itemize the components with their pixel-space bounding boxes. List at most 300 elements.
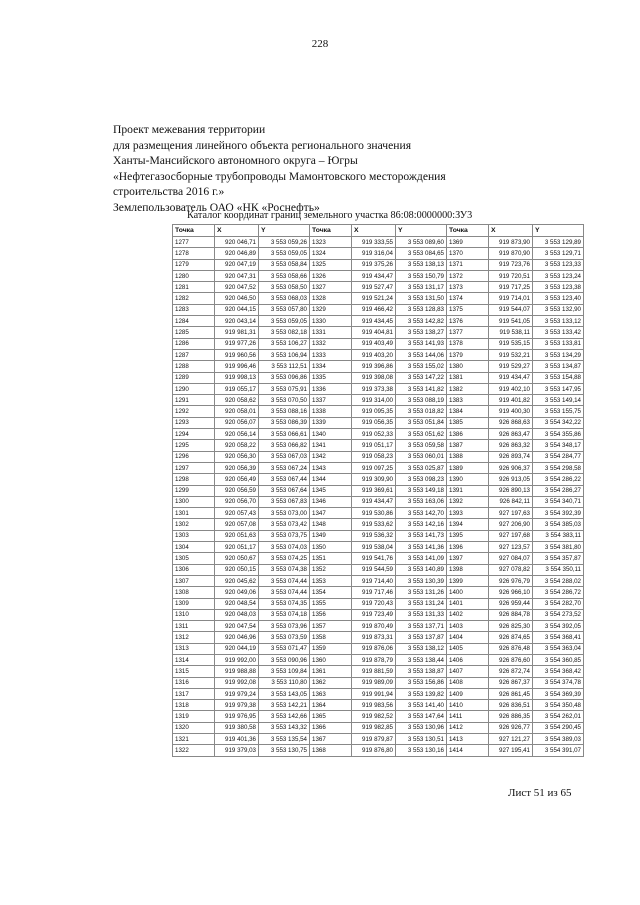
table-row bbox=[173, 587, 584, 598]
header-line: «Нефтегазосборные трубопроводы Мамонтовского месторождения bbox=[113, 169, 446, 183]
x-cell: 919 373,38 bbox=[352, 383, 396, 394]
table-row bbox=[173, 621, 584, 632]
x-cell: 926 966,10 bbox=[489, 587, 533, 598]
y-cell: 3 553 130,96 bbox=[396, 722, 447, 733]
table-row bbox=[173, 406, 584, 417]
x-cell: 926 863,47 bbox=[489, 429, 533, 440]
y-cell: 3 553 132,90 bbox=[533, 304, 584, 315]
y-cell: 3 553 074,38 bbox=[259, 564, 310, 575]
y-cell: 3 553 137,87 bbox=[396, 632, 447, 643]
point-cell: 1367 bbox=[310, 734, 352, 745]
col-header-y: Y bbox=[396, 225, 447, 237]
point-cell: 1292 bbox=[173, 406, 215, 417]
y-cell: 3 553 163,06 bbox=[396, 496, 447, 507]
y-cell: 3 553 133,81 bbox=[533, 338, 584, 349]
x-cell: 920 049,06 bbox=[215, 587, 259, 598]
col-header-point: Точка bbox=[310, 225, 352, 237]
point-cell: 1373 bbox=[447, 282, 489, 293]
point-cell: 1412 bbox=[447, 722, 489, 733]
y-cell: 3 553 134,87 bbox=[533, 361, 584, 372]
table-row bbox=[173, 519, 584, 530]
x-cell: 926 893,74 bbox=[489, 451, 533, 462]
x-cell: 919 316,04 bbox=[352, 248, 396, 259]
x-cell: 919 403,49 bbox=[352, 338, 396, 349]
table-row bbox=[173, 711, 584, 722]
x-cell: 920 046,89 bbox=[215, 248, 259, 259]
point-cell: 1402 bbox=[447, 609, 489, 620]
y-cell: 3 554 355,86 bbox=[533, 429, 584, 440]
y-cell: 3 553 058,84 bbox=[259, 259, 310, 270]
table-row bbox=[173, 440, 584, 451]
x-cell: 919 989,09 bbox=[352, 677, 396, 688]
x-cell: 919 876,06 bbox=[352, 643, 396, 654]
table-row bbox=[173, 485, 584, 496]
x-cell: 926 861,45 bbox=[489, 688, 533, 699]
table-row bbox=[173, 677, 584, 688]
point-cell: 1334 bbox=[310, 361, 352, 372]
y-cell: 3 553 137,71 bbox=[396, 621, 447, 632]
y-cell: 3 553 139,82 bbox=[396, 688, 447, 699]
x-cell: 919 369,61 bbox=[352, 485, 396, 496]
x-cell: 919 960,56 bbox=[215, 349, 259, 360]
point-cell: 1361 bbox=[310, 666, 352, 677]
table-row bbox=[173, 508, 584, 519]
x-cell: 919 723,76 bbox=[489, 259, 533, 270]
point-cell: 1285 bbox=[173, 327, 215, 338]
point-cell: 1310 bbox=[173, 609, 215, 620]
point-cell: 1341 bbox=[310, 440, 352, 451]
point-cell: 1390 bbox=[447, 474, 489, 485]
y-cell: 3 553 066,82 bbox=[259, 440, 310, 451]
table-row bbox=[173, 643, 584, 654]
col-header-y: Y bbox=[259, 225, 310, 237]
point-cell: 1357 bbox=[310, 621, 352, 632]
table-header-row bbox=[173, 225, 584, 237]
point-cell: 1278 bbox=[173, 248, 215, 259]
header-line: Проект межевания территории bbox=[113, 123, 266, 136]
x-cell: 919 873,90 bbox=[489, 237, 533, 248]
table-row bbox=[173, 259, 584, 270]
y-cell: 3 554 392,39 bbox=[533, 508, 584, 519]
table-row bbox=[173, 553, 584, 564]
col-header-point: Точка bbox=[173, 225, 215, 237]
point-cell: 1281 bbox=[173, 282, 215, 293]
point-cell: 1362 bbox=[310, 677, 352, 688]
x-cell: 920 044,15 bbox=[215, 304, 259, 315]
point-cell: 1340 bbox=[310, 429, 352, 440]
y-cell: 3 553 106,94 bbox=[259, 349, 310, 360]
y-cell: 3 554 282,70 bbox=[533, 598, 584, 609]
x-cell: 919 309,90 bbox=[352, 474, 396, 485]
y-cell: 3 553 123,24 bbox=[533, 270, 584, 281]
x-cell: 920 047,52 bbox=[215, 282, 259, 293]
x-cell: 919 402,10 bbox=[489, 383, 533, 394]
y-cell: 3 553 143,32 bbox=[259, 722, 310, 733]
table-row bbox=[173, 327, 584, 338]
y-cell: 3 553 089,60 bbox=[396, 237, 447, 248]
point-cell: 1303 bbox=[173, 530, 215, 541]
y-cell: 3 554 369,39 bbox=[533, 688, 584, 699]
y-cell: 3 553 074,44 bbox=[259, 575, 310, 586]
x-cell: 919 434,47 bbox=[352, 496, 396, 507]
y-cell: 3 553 066,61 bbox=[259, 429, 310, 440]
y-cell: 3 553 109,84 bbox=[259, 666, 310, 677]
y-cell: 3 554 348,17 bbox=[533, 440, 584, 451]
point-cell: 1377 bbox=[447, 327, 489, 338]
table-row bbox=[173, 395, 584, 406]
x-cell: 926 926,77 bbox=[489, 722, 533, 733]
x-cell: 919 398,08 bbox=[352, 372, 396, 383]
table-row bbox=[173, 462, 584, 473]
x-cell: 919 876,80 bbox=[352, 745, 396, 756]
y-cell: 3 553 135,54 bbox=[259, 734, 310, 745]
y-cell: 3 553 142,82 bbox=[396, 316, 447, 327]
x-cell: 919 401,82 bbox=[489, 395, 533, 406]
y-cell: 3 553 133,12 bbox=[533, 316, 584, 327]
y-cell: 3 553 129,71 bbox=[533, 248, 584, 259]
y-cell: 3 553 147,64 bbox=[396, 711, 447, 722]
point-cell: 1277 bbox=[173, 237, 215, 248]
point-cell: 1393 bbox=[447, 508, 489, 519]
x-cell: 919 881,59 bbox=[352, 666, 396, 677]
x-cell: 920 051,17 bbox=[215, 542, 259, 553]
y-cell: 3 554 340,71 bbox=[533, 496, 584, 507]
table-row bbox=[173, 338, 584, 349]
point-cell: 1308 bbox=[173, 587, 215, 598]
point-cell: 1289 bbox=[173, 372, 215, 383]
y-cell: 3 553 131,26 bbox=[396, 587, 447, 598]
y-cell: 3 553 133,42 bbox=[533, 327, 584, 338]
point-cell: 1375 bbox=[447, 304, 489, 315]
x-cell: 926 906,37 bbox=[489, 462, 533, 473]
x-cell: 919 723,49 bbox=[352, 609, 396, 620]
table-row bbox=[173, 688, 584, 699]
y-cell: 3 553 138,12 bbox=[396, 643, 447, 654]
table-row bbox=[173, 722, 584, 733]
x-cell: 926 863,32 bbox=[489, 440, 533, 451]
point-cell: 1384 bbox=[447, 406, 489, 417]
x-cell: 919 396,86 bbox=[352, 361, 396, 372]
x-cell: 920 047,31 bbox=[215, 270, 259, 281]
y-cell: 3 553 082,18 bbox=[259, 327, 310, 338]
point-cell: 1321 bbox=[173, 734, 215, 745]
x-cell: 919 873,31 bbox=[352, 632, 396, 643]
x-cell: 919 434,47 bbox=[489, 372, 533, 383]
point-cell: 1282 bbox=[173, 293, 215, 304]
x-cell: 926 913,05 bbox=[489, 474, 533, 485]
point-cell: 1344 bbox=[310, 474, 352, 485]
point-cell: 1319 bbox=[173, 711, 215, 722]
y-cell: 3 553 086,39 bbox=[259, 417, 310, 428]
point-cell: 1311 bbox=[173, 621, 215, 632]
x-cell: 919 097,25 bbox=[352, 462, 396, 473]
point-cell: 1353 bbox=[310, 575, 352, 586]
x-cell: 919 878,79 bbox=[352, 654, 396, 665]
table-row bbox=[173, 349, 584, 360]
point-cell: 1371 bbox=[447, 259, 489, 270]
point-cell: 1297 bbox=[173, 462, 215, 473]
table-row bbox=[173, 383, 584, 394]
x-cell: 919 052,33 bbox=[352, 429, 396, 440]
y-cell: 3 553 057,80 bbox=[259, 304, 310, 315]
x-cell: 920 050,67 bbox=[215, 553, 259, 564]
x-cell: 919 544,07 bbox=[489, 304, 533, 315]
point-cell: 1404 bbox=[447, 632, 489, 643]
point-cell: 1328 bbox=[310, 293, 352, 304]
x-cell: 919 717,25 bbox=[489, 282, 533, 293]
x-cell: 926 959,44 bbox=[489, 598, 533, 609]
point-cell: 1305 bbox=[173, 553, 215, 564]
x-cell: 927 084,07 bbox=[489, 553, 533, 564]
x-cell: 927 078,82 bbox=[489, 564, 533, 575]
point-cell: 1313 bbox=[173, 643, 215, 654]
x-cell: 919 982,52 bbox=[352, 711, 396, 722]
point-cell: 1293 bbox=[173, 417, 215, 428]
x-cell: 920 051,63 bbox=[215, 530, 259, 541]
point-cell: 1394 bbox=[447, 519, 489, 530]
point-cell: 1392 bbox=[447, 496, 489, 507]
x-cell: 920 057,08 bbox=[215, 519, 259, 530]
point-cell: 1399 bbox=[447, 575, 489, 586]
point-cell: 1365 bbox=[310, 711, 352, 722]
y-cell: 3 553 128,83 bbox=[396, 304, 447, 315]
point-cell: 1302 bbox=[173, 519, 215, 530]
page-number: 228 bbox=[311, 38, 329, 50]
y-cell: 3 554 360,85 bbox=[533, 654, 584, 665]
point-cell: 1315 bbox=[173, 666, 215, 677]
y-cell: 3 553 138,13 bbox=[396, 259, 447, 270]
x-cell: 920 056,30 bbox=[215, 451, 259, 462]
point-cell: 1296 bbox=[173, 451, 215, 462]
table-row bbox=[173, 734, 584, 745]
y-cell: 3 553 141,82 bbox=[396, 383, 447, 394]
y-cell: 3 553 130,51 bbox=[396, 734, 447, 745]
y-cell: 3 553 073,75 bbox=[259, 530, 310, 541]
y-cell: 3 554 286,27 bbox=[533, 485, 584, 496]
x-cell: 919 983,56 bbox=[352, 700, 396, 711]
table-row bbox=[173, 496, 584, 507]
point-cell: 1358 bbox=[310, 632, 352, 643]
x-cell: 919 403,20 bbox=[352, 349, 396, 360]
y-cell: 3 553 123,38 bbox=[533, 282, 584, 293]
y-cell: 3 554 357,87 bbox=[533, 553, 584, 564]
point-cell: 1383 bbox=[447, 395, 489, 406]
y-cell: 3 553 130,75 bbox=[259, 745, 310, 756]
point-cell: 1369 bbox=[447, 237, 489, 248]
point-cell: 1385 bbox=[447, 417, 489, 428]
point-cell: 1333 bbox=[310, 349, 352, 360]
y-cell: 3 554 383,11 bbox=[533, 530, 584, 541]
y-cell: 3 554 391,07 bbox=[533, 745, 584, 756]
table-row bbox=[173, 530, 584, 541]
x-cell: 919 988,88 bbox=[215, 666, 259, 677]
y-cell: 3 553 147,95 bbox=[533, 383, 584, 394]
x-cell: 920 047,19 bbox=[215, 259, 259, 270]
x-cell: 920 048,03 bbox=[215, 609, 259, 620]
table-row bbox=[173, 745, 584, 756]
x-cell: 927 197,63 bbox=[489, 508, 533, 519]
x-cell: 920 050,15 bbox=[215, 564, 259, 575]
point-cell: 1407 bbox=[447, 666, 489, 677]
point-cell: 1350 bbox=[310, 542, 352, 553]
point-cell: 1411 bbox=[447, 711, 489, 722]
point-cell: 1380 bbox=[447, 361, 489, 372]
x-cell: 919 527,47 bbox=[352, 282, 396, 293]
y-cell: 3 553 112,51 bbox=[259, 361, 310, 372]
x-cell: 919 538,11 bbox=[489, 327, 533, 338]
table-row bbox=[173, 293, 584, 304]
header-line: Ханты-Мансийского автономного округа – Югры bbox=[113, 154, 358, 168]
col-header-x: X bbox=[489, 225, 533, 237]
x-cell: 919 379,03 bbox=[215, 745, 259, 756]
x-cell: 919 530,86 bbox=[352, 508, 396, 519]
x-cell: 919 314,00 bbox=[352, 395, 396, 406]
y-cell: 3 553 067,24 bbox=[259, 462, 310, 473]
y-cell: 3 553 088,16 bbox=[259, 406, 310, 417]
point-cell: 1359 bbox=[310, 643, 352, 654]
x-cell: 920 058,62 bbox=[215, 395, 259, 406]
point-cell: 1405 bbox=[447, 643, 489, 654]
point-cell: 1323 bbox=[310, 237, 352, 248]
header-line: строительства 2016 г.» bbox=[113, 185, 225, 199]
x-cell: 919 536,32 bbox=[352, 530, 396, 541]
point-cell: 1299 bbox=[173, 485, 215, 496]
x-cell: 920 047,54 bbox=[215, 621, 259, 632]
x-cell: 919 544,59 bbox=[352, 564, 396, 575]
x-cell: 926 825,30 bbox=[489, 621, 533, 632]
point-cell: 1409 bbox=[447, 688, 489, 699]
x-cell: 919 998,13 bbox=[215, 372, 259, 383]
x-cell: 919 996,46 bbox=[215, 361, 259, 372]
x-cell: 919 538,04 bbox=[352, 542, 396, 553]
y-cell: 3 553 067,64 bbox=[259, 485, 310, 496]
x-cell: 920 058,22 bbox=[215, 440, 259, 451]
table-row bbox=[173, 700, 584, 711]
x-cell: 919 375,26 bbox=[352, 259, 396, 270]
y-cell: 3 553 051,84 bbox=[396, 417, 447, 428]
point-cell: 1368 bbox=[310, 745, 352, 756]
y-cell: 3 553 149,14 bbox=[533, 395, 584, 406]
y-cell: 3 553 142,66 bbox=[259, 711, 310, 722]
y-cell: 3 553 155,75 bbox=[533, 406, 584, 417]
y-cell: 3 553 067,44 bbox=[259, 474, 310, 485]
x-cell: 919 400,30 bbox=[489, 406, 533, 417]
point-cell: 1304 bbox=[173, 542, 215, 553]
point-cell: 1345 bbox=[310, 485, 352, 496]
point-cell: 1294 bbox=[173, 429, 215, 440]
col-header-x: X bbox=[215, 225, 259, 237]
y-cell: 3 554 273,52 bbox=[533, 609, 584, 620]
coordinates-table bbox=[172, 224, 584, 757]
x-cell: 920 056,07 bbox=[215, 417, 259, 428]
x-cell: 919 982,85 bbox=[352, 722, 396, 733]
point-cell: 1410 bbox=[447, 700, 489, 711]
y-cell: 3 553 123,40 bbox=[533, 293, 584, 304]
x-cell: 919 981,31 bbox=[215, 327, 259, 338]
point-cell: 1331 bbox=[310, 327, 352, 338]
table-row bbox=[173, 304, 584, 315]
point-cell: 1398 bbox=[447, 564, 489, 575]
x-cell: 919 380,58 bbox=[215, 722, 259, 733]
y-cell: 3 553 059,58 bbox=[396, 440, 447, 451]
x-cell: 927 195,41 bbox=[489, 745, 533, 756]
point-cell: 1338 bbox=[310, 406, 352, 417]
point-cell: 1279 bbox=[173, 259, 215, 270]
x-cell: 919 533,62 bbox=[352, 519, 396, 530]
table-row bbox=[173, 248, 584, 259]
x-cell: 919 991,94 bbox=[352, 688, 396, 699]
y-cell: 3 553 058,50 bbox=[259, 282, 310, 293]
table-row bbox=[173, 429, 584, 440]
header-line: Землепользователь ОАО «НК «Роснефть» bbox=[113, 200, 320, 214]
y-cell: 3 553 110,80 bbox=[259, 677, 310, 688]
x-cell: 919 401,36 bbox=[215, 734, 259, 745]
x-cell: 926 976,79 bbox=[489, 575, 533, 586]
point-cell: 1406 bbox=[447, 654, 489, 665]
coordinates-table-body bbox=[173, 237, 584, 757]
point-cell: 1286 bbox=[173, 338, 215, 349]
point-cell: 1332 bbox=[310, 338, 352, 349]
y-cell: 3 553 143,05 bbox=[259, 688, 310, 699]
header-line: для размещения линейного объекта регионального значения bbox=[113, 138, 412, 152]
x-cell: 926 874,65 bbox=[489, 632, 533, 643]
col-header-x: X bbox=[352, 225, 396, 237]
point-cell: 1287 bbox=[173, 349, 215, 360]
point-cell: 1337 bbox=[310, 395, 352, 406]
x-cell: 920 046,50 bbox=[215, 293, 259, 304]
y-cell: 3 553 134,29 bbox=[533, 349, 584, 360]
x-cell: 926 876,60 bbox=[489, 654, 533, 665]
table-row bbox=[173, 316, 584, 327]
point-cell: 1378 bbox=[447, 338, 489, 349]
x-cell: 919 521,24 bbox=[352, 293, 396, 304]
y-cell: 3 553 073,59 bbox=[259, 632, 310, 643]
point-cell: 1280 bbox=[173, 270, 215, 281]
y-cell: 3 553 131,17 bbox=[396, 282, 447, 293]
x-cell: 926 876,48 bbox=[489, 643, 533, 654]
x-cell: 920 048,54 bbox=[215, 598, 259, 609]
x-cell: 920 046,96 bbox=[215, 632, 259, 643]
table-row bbox=[173, 361, 584, 372]
point-cell: 1291 bbox=[173, 395, 215, 406]
point-cell: 1347 bbox=[310, 508, 352, 519]
point-cell: 1348 bbox=[310, 519, 352, 530]
point-cell: 1354 bbox=[310, 587, 352, 598]
x-cell: 919 051,17 bbox=[352, 440, 396, 451]
x-cell: 919 720,43 bbox=[352, 598, 396, 609]
x-cell: 919 979,24 bbox=[215, 688, 259, 699]
x-cell: 919 058,23 bbox=[352, 451, 396, 462]
y-cell: 3 553 131,24 bbox=[396, 598, 447, 609]
y-cell: 3 553 074,03 bbox=[259, 542, 310, 553]
y-cell: 3 554 286,72 bbox=[533, 587, 584, 598]
y-cell: 3 553 150,79 bbox=[396, 270, 447, 281]
y-cell: 3 553 131,50 bbox=[396, 293, 447, 304]
table-row bbox=[173, 542, 584, 553]
point-cell: 1397 bbox=[447, 553, 489, 564]
point-cell: 1298 bbox=[173, 474, 215, 485]
x-cell: 926 868,63 bbox=[489, 417, 533, 428]
point-cell: 1320 bbox=[173, 722, 215, 733]
y-cell: 3 553 071,47 bbox=[259, 643, 310, 654]
point-cell: 1413 bbox=[447, 734, 489, 745]
point-cell: 1396 bbox=[447, 542, 489, 553]
col-header-y: Y bbox=[533, 225, 584, 237]
point-cell: 1356 bbox=[310, 609, 352, 620]
x-cell: 926 884,78 bbox=[489, 609, 533, 620]
y-cell: 3 553 059,05 bbox=[259, 316, 310, 327]
x-cell: 920 056,39 bbox=[215, 462, 259, 473]
